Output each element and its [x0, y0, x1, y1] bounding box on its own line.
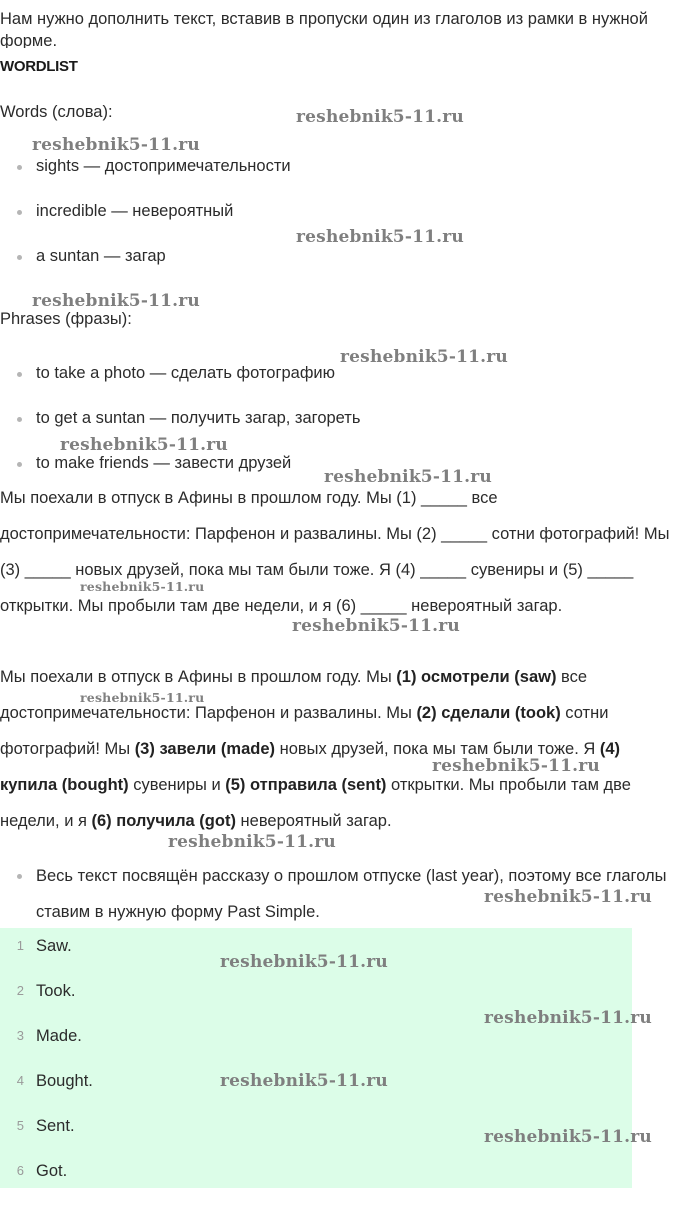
- answer-value: Got.: [36, 1162, 68, 1180]
- answer-number: 1: [16, 938, 24, 953]
- watermark: reshebnik5-11.ru: [32, 291, 200, 311]
- watermark: reshebnik5-11.ru: [324, 467, 492, 487]
- note-item: Весь текст посвящён рассказу о прошлом отпуске (last year), поэтому все глаголы ставим в нужную форму Past Simple.: [0, 858, 676, 930]
- phrases-title: Phrases (фразы):: [0, 310, 132, 328]
- list-item: to get a suntan — получить загар, загореть: [0, 407, 360, 452]
- text-segment: новых друзей, пока мы там были тоже. Я: [275, 740, 600, 758]
- watermark: reshebnik5-11.ru: [340, 347, 508, 367]
- answer-value: Saw.: [36, 937, 72, 955]
- answer-highlight: (5) отправила (sent): [225, 776, 387, 794]
- watermark: reshebnik5-11.ru: [296, 107, 464, 127]
- answer-number: 6: [16, 1163, 24, 1178]
- answer-highlight: (2) сделали (took): [416, 704, 561, 722]
- watermark: reshebnik5-11.ru: [484, 1127, 652, 1147]
- list-item: sights — достопримечательности: [0, 155, 291, 200]
- answer-number: 4: [16, 1073, 24, 1088]
- watermark: reshebnik5-11.ru: [484, 887, 652, 907]
- answer-number: 3: [16, 1028, 24, 1043]
- watermark: reshebnik5-11.ru: [220, 1071, 388, 1091]
- answer-highlight: (6) получила (got): [91, 812, 236, 830]
- answer-highlight: (4) купила (bought): [0, 740, 621, 794]
- answer-item: [0, 1153, 632, 1198]
- list-item: to make friends — завести друзей: [0, 452, 360, 497]
- watermark: reshebnik5-11.ru: [80, 690, 205, 705]
- intro-text: Нам нужно дополнить текст, вставив в пропуски один из глаголов из рамки в нужной форме.: [0, 10, 648, 48]
- words-title: Words (слова):: [0, 103, 113, 121]
- text-segment: сувениры и: [128, 776, 226, 794]
- list-item: to take a photo — сделать фотографию: [0, 362, 360, 407]
- list-item: incredible — невероятный: [0, 200, 291, 245]
- answer-number: 2: [16, 983, 24, 998]
- task-text: Мы поехали в отпуск в Афины в прошлом году. Мы (1) _____ все достопримечательности: Парфенон и развалины. Мы (2) _____ сотни фотографий! Мы (3) _____ новых друзей, пока мы там были тоже. Я (4) _____ сувениры и (5) _____ открытки. Мы пробыли там две недели, и я (6) _____ невероятный загар.: [0, 489, 670, 615]
- answer-number: 5: [16, 1118, 24, 1133]
- watermark: reshebnik5-11.ru: [32, 135, 200, 155]
- text-segment: сотни фотографий! Мы: [0, 704, 609, 758]
- watermark: reshebnik5-11.ru: [60, 435, 228, 455]
- answer-value: Sent.: [36, 1117, 75, 1135]
- list-item: a suntan — загар: [0, 245, 291, 290]
- answer-highlight: (1) осмотрели (saw): [396, 668, 557, 686]
- watermark: reshebnik5-11.ru: [484, 1008, 652, 1028]
- text-segment: невероятный загар.: [235, 812, 392, 830]
- answer-value: Made.: [36, 1027, 82, 1045]
- watermark: reshebnik5-11.ru: [292, 616, 460, 636]
- text-segment: все достопримечательности: Парфенон и развалины. Мы: [0, 668, 588, 722]
- text-segment: Мы поехали в отпуск в Афины в прошлом году. Мы: [0, 668, 397, 686]
- words-list: [0, 155, 291, 290]
- wordlist-title: WORDLIST: [0, 58, 78, 75]
- watermark: reshebnik5-11.ru: [220, 952, 388, 972]
- watermark: reshebnik5-11.ru: [296, 227, 464, 247]
- answer-value: Took.: [36, 982, 76, 1000]
- watermark: reshebnik5-11.ru: [432, 756, 600, 776]
- answer-value: Bought.: [36, 1072, 93, 1090]
- watermark: reshebnik5-11.ru: [80, 579, 205, 594]
- phrases-list: [0, 362, 360, 497]
- answer-highlight: (3) завели (made): [134, 740, 276, 758]
- text-segment: открытки. Мы пробыли там две недели, и я: [0, 776, 631, 830]
- watermark: reshebnik5-11.ru: [168, 832, 336, 852]
- answer-text: [0, 659, 672, 839]
